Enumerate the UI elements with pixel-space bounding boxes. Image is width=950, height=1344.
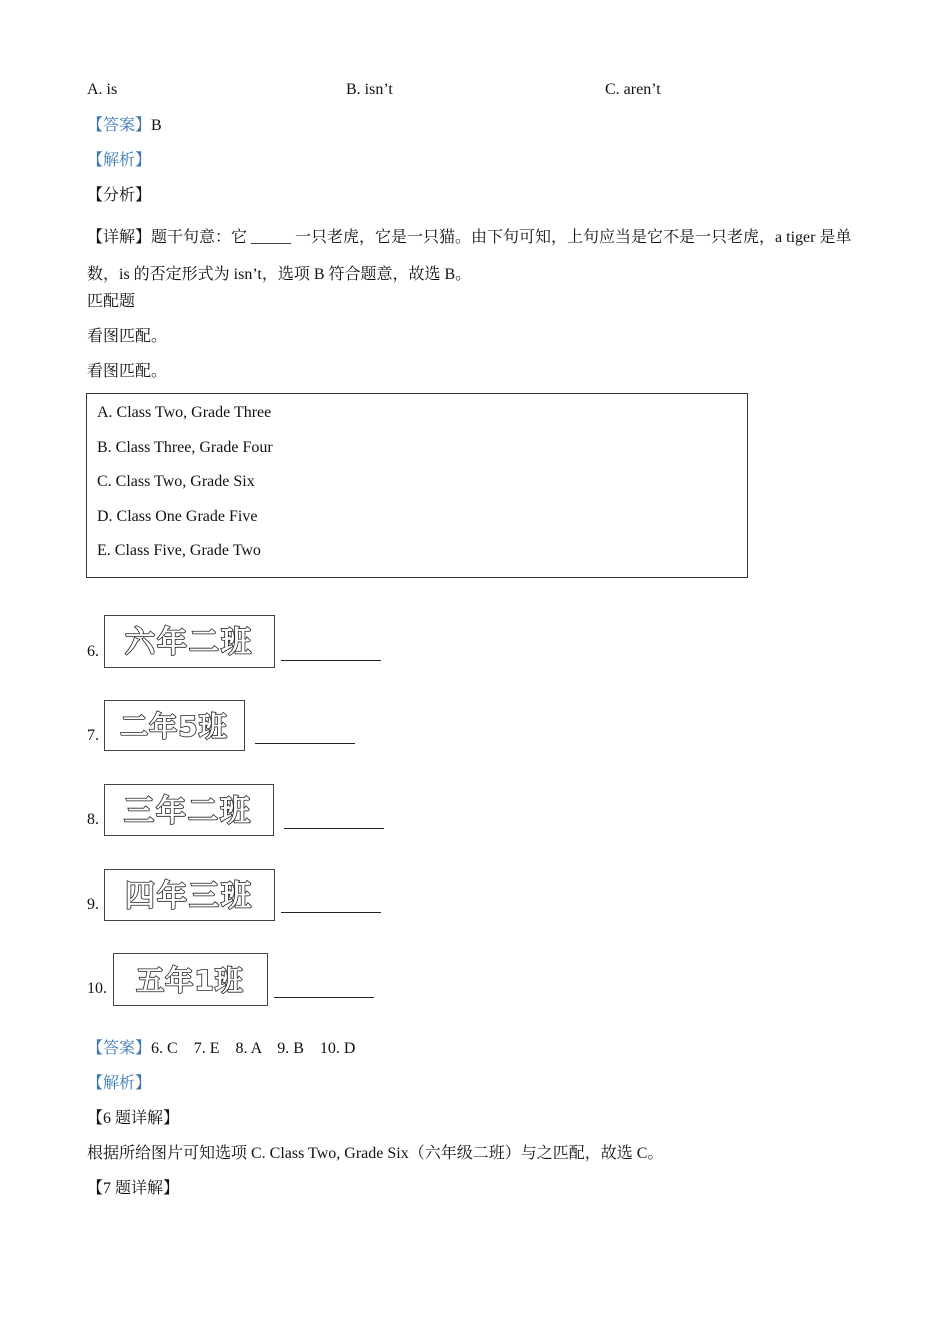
- instruction-2: 看图匹配。: [87, 363, 168, 380]
- class-sign-image: [104, 700, 245, 751]
- fenxi-tag: 【分析】: [87, 187, 152, 204]
- answer-value: B: [151, 117, 162, 134]
- class-sign-image: [104, 615, 275, 668]
- section-title: 匹配题: [87, 293, 136, 310]
- choice-e: E. Class Five, Grade Two: [97, 542, 261, 559]
- question-number: 7.: [87, 727, 99, 744]
- option-c: C. aren’t: [605, 81, 661, 98]
- q6-detail-text: 根据所给图片可知选项 C. Class Two, Grade Six（六年级二班）与之匹配，故选 C。: [87, 1145, 664, 1162]
- answer-line-2: [87, 1039, 355, 1059]
- choice-c: C. Class Two, Grade Six: [97, 473, 255, 490]
- answer-blank[interactable]: [284, 827, 384, 829]
- instruction-1: 看图匹配。: [87, 328, 168, 345]
- q7-detail-tag: 【7 题详解】: [87, 1180, 180, 1197]
- answer-line-1: [87, 116, 162, 136]
- sign-text: 四年三班: [125, 879, 253, 914]
- option-a: A. is: [87, 81, 118, 98]
- sign-text: 五年1班: [136, 964, 244, 997]
- analysis-tag-2: 【解析】: [87, 1075, 152, 1092]
- class-sign-image: [104, 784, 274, 836]
- answer-blank[interactable]: [255, 742, 355, 744]
- detail-tag: 【详解】: [87, 229, 152, 246]
- class-sign-image: [104, 869, 275, 921]
- answer-tag: 【答案】: [87, 117, 152, 134]
- question-number: 8.: [87, 811, 99, 828]
- choice-b: B. Class Three, Grade Four: [97, 439, 273, 456]
- choice-a: A. Class Two, Grade Three: [97, 404, 272, 421]
- analysis-tag: 【解析】: [87, 152, 152, 169]
- answer-tag: 【答案】: [87, 1040, 152, 1057]
- class-sign-image: [113, 953, 268, 1006]
- question-number: 6.: [87, 643, 99, 660]
- answer-blank[interactable]: [281, 659, 381, 661]
- option-b: B. isn’t: [346, 81, 393, 98]
- answer-blank[interactable]: [281, 911, 381, 913]
- detail-paragraph: [87, 219, 862, 293]
- question-number: 9.: [87, 896, 99, 913]
- answer-value: 6. C 7. E 8. A 9. B 10. D: [151, 1040, 356, 1057]
- choices-box: [86, 393, 748, 578]
- options-row: [87, 81, 847, 101]
- answer-blank[interactable]: [274, 996, 374, 998]
- sign-text: 二年5班: [120, 710, 228, 743]
- q6-detail-tag: 【6 题详解】: [87, 1110, 180, 1127]
- choice-d: D. Class One Grade Five: [97, 508, 258, 525]
- detail-text: 题干句意：它 _____ 一只老虎，它是一只猫。由下句可知，上句应当是它不是一只老虎，a tiger 是单数，is 的否定形式为 isn’t，选项 B 符合题意，故选 B。: [87, 229, 852, 283]
- question-number: 10.: [87, 980, 107, 997]
- sign-text: 六年二班: [125, 625, 253, 660]
- sign-text: 三年二班: [124, 794, 252, 829]
